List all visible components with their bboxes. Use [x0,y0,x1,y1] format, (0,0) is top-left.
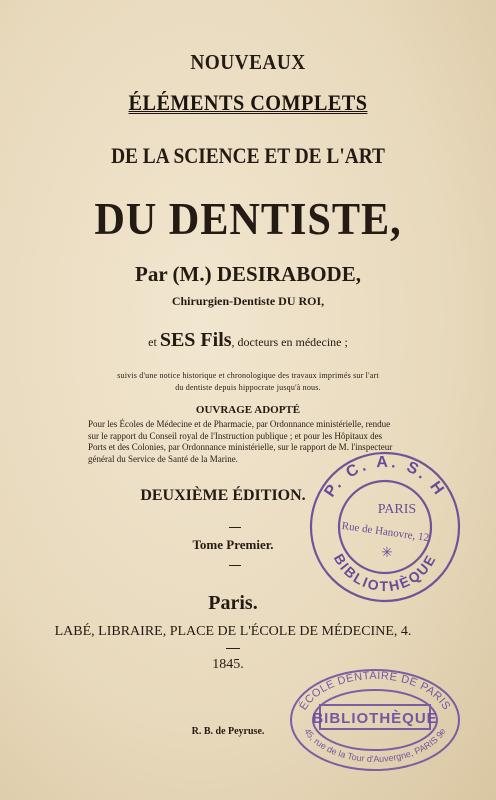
divider [229,565,241,566]
edition: DEUXIÈME ÉDITION. [140,487,306,504]
title-line-3: DE LA SCIENCE ET DE L'ART [111,143,385,168]
imprint-city: Paris. [208,592,258,614]
stamp2-center-text: BIBLIOTHÈQUE [312,710,438,727]
ecole-dentaire-stamp [288,668,462,772]
svg-text:45, rue de la Tour d'Auvergne, [302,726,448,764]
sons-prefix: et [148,335,157,349]
divider [226,648,240,649]
adopted-line: Pour les Écoles de Médecine et de Pharmacie, par Ordonnance ministérielle, rendue [88,419,391,429]
title-line-2: ÉLÉMENTS COMPLETS [128,90,368,115]
stamp-city: PARIS [377,502,417,517]
divider [229,527,241,528]
adopted-heading: OUVRAGE ADOPTÉ [195,404,301,416]
adopted-line: général du Service de Santé de la Marine. [88,453,238,464]
subtitle-line-1: suivis d'une notice historique et chronologique des travaux imprimés sur l'art [117,371,379,380]
volume: Tome Premier. [192,537,274,552]
pcash-library-stamp [305,443,465,603]
author-line: Par (M.) DESIRABODE, [135,262,361,286]
svg-text:P. C. A. S. H [321,454,448,500]
stamp-street: Rue de Hanovre, 12 [341,519,430,545]
imprint-year: 1845. [212,657,244,672]
stamp-star: ✳ [381,544,393,560]
stamp-top-text: P. C. A. S. H [321,453,449,501]
sons-suffix: , docteurs en médecine ; [231,335,348,349]
subtitle-line-2: du dentiste depuis hippocrate jusqu'à nous. [175,383,321,392]
author-role: Chirurgien-Dentiste DU ROI, [171,294,325,308]
main-title: DU DENTISTE, [94,193,402,244]
adopted-line: Ports et des Colonies, par Ordonnance ministérielle, sur le rapport de M. l'inspecteur [88,442,393,452]
owner-signature: R. B. de Peyruse. [191,726,265,737]
sons-line [0,329,496,352]
stamp-bottom-text: BIBLIOTHÈQUE [330,550,440,595]
title-line-1: NOUVEAUX [190,50,306,74]
sons-name: SES Fils [159,329,232,351]
adopted-line: sur le rapport du Conseil royal de l'Instruction publique ; et pour les Hôpitaux des [88,430,383,441]
stamp2-top-text: ÉCOLE DENTAIRE DE PARIS [297,669,453,713]
imprint-publisher: LABÉ, LIBRAIRE, PLACE DE L'ÉCOLE DE MÉDECINE, 4. [54,624,412,639]
stamp2-bottom-text: 45, rue de la Tour d'Auvergne, PARIS 9e [302,726,448,765]
